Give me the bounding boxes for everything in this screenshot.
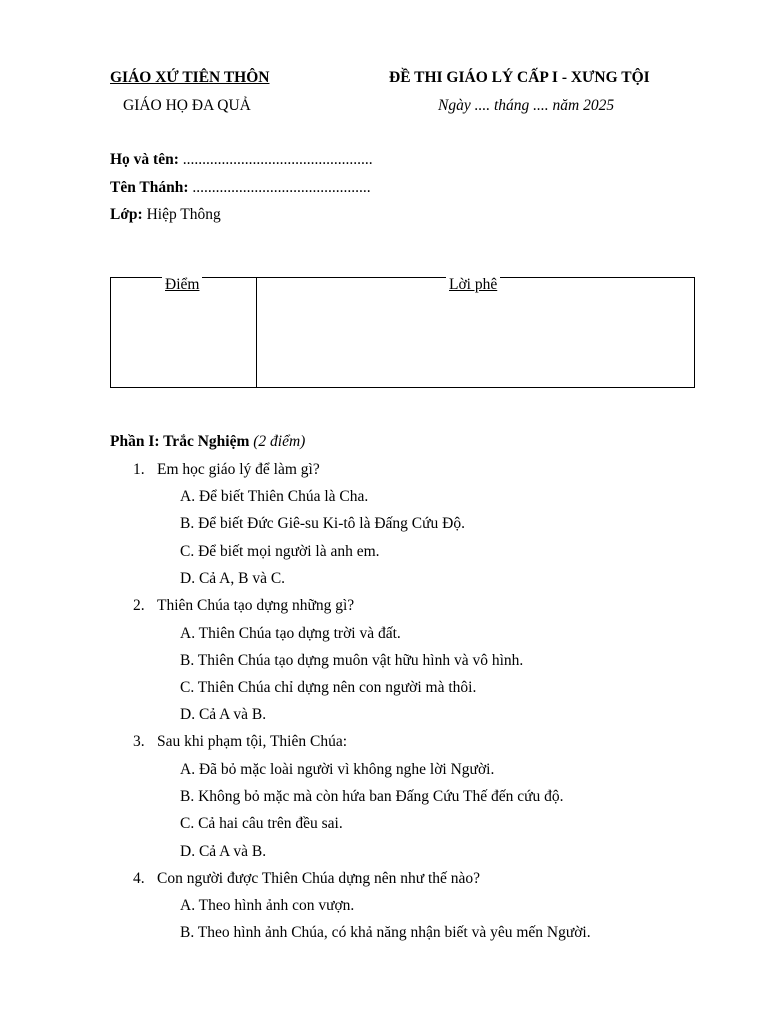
- q3-option-a: A. Đã bỏ mặc loài người vì không nghe lời Người.: [180, 761, 495, 778]
- q4-option-b: B. Theo hình ảnh Chúa, có khả năng nhận biết và yêu mến Người.: [180, 924, 591, 941]
- class-label: Lớp:: [110, 206, 143, 223]
- question-number: 1.: [133, 461, 145, 478]
- q2-option-b: B. Thiên Chúa tạo dựng muôn vật hữu hình và vô hình.: [180, 652, 524, 669]
- question-number: 4.: [133, 870, 145, 887]
- question-text: Thiên Chúa tạo dựng những gì?: [157, 597, 355, 614]
- q1-option-c: C. Để biết mọi người là anh em.: [180, 543, 380, 560]
- q3-option-d: D. Cả A và B.: [180, 843, 267, 860]
- class-value: Hiệp Thông: [142, 206, 221, 223]
- grade-box-divider: [256, 278, 257, 387]
- class-line: [110, 206, 221, 224]
- q2-option-c: C. Thiên Chúa chỉ dựng nên con người mà thôi.: [180, 679, 477, 696]
- student-name-label: Họ và tên:: [110, 151, 179, 168]
- score-label: Điểm: [162, 276, 202, 294]
- question-text: Em học giáo lý để làm gì?: [157, 461, 320, 478]
- comment-label: Lời phê: [446, 276, 500, 294]
- question-number: 3.: [133, 733, 145, 750]
- q4-option-a: A. Theo hình ảnh con vượn.: [180, 897, 355, 914]
- question-number: 2.: [133, 597, 145, 614]
- q1-option-d: D. Cả A, B và C.: [180, 570, 286, 587]
- question-1: [133, 461, 320, 479]
- question-text: Con người được Thiên Chúa dựng nên như thế nào?: [157, 870, 481, 887]
- question-3: [133, 733, 347, 751]
- q1-option-b: B. Để biết Đức Giê-su Ki-tô là Đấng Cứu Độ.: [180, 515, 465, 532]
- section-points: (2 điểm): [253, 433, 306, 450]
- q2-option-a: A. Thiên Chúa tạo dựng trời và đất.: [180, 625, 401, 642]
- exam-date: Ngày .... tháng .... năm 2025: [438, 97, 615, 114]
- question-4: [133, 870, 480, 888]
- saint-name-line: [110, 179, 371, 197]
- question-2: [133, 597, 354, 615]
- student-name-value: .................................................: [178, 151, 373, 168]
- saint-name-label: Tên Thánh:: [110, 179, 189, 196]
- q1-option-a: A. Để biết Thiên Chúa là Cha.: [180, 488, 369, 505]
- q3-option-b: B. Không bỏ mặc mà còn hứa ban Đấng Cứu Thế đến cứu độ.: [180, 788, 564, 805]
- student-name-line: [110, 151, 373, 169]
- subparish-name: GIÁO HỌ ĐA QUẢ: [123, 97, 251, 114]
- q3-option-c: C. Cả hai câu trên đều sai.: [180, 815, 343, 832]
- saint-name-value: ..............................................: [188, 179, 371, 196]
- grade-box: [110, 277, 695, 388]
- section-title-text: Phần I: Trắc Nghiệm: [110, 433, 250, 450]
- exam-title: ĐỀ THI GIÁO LÝ CẤP I - XƯNG TỘI: [389, 69, 650, 86]
- q2-option-d: D. Cả A và B.: [180, 706, 267, 723]
- section-title: [110, 433, 305, 451]
- parish-name: GIÁO XỨ TIÊN THÔN: [110, 69, 270, 86]
- question-text: Sau khi phạm tội, Thiên Chúa:: [157, 733, 348, 750]
